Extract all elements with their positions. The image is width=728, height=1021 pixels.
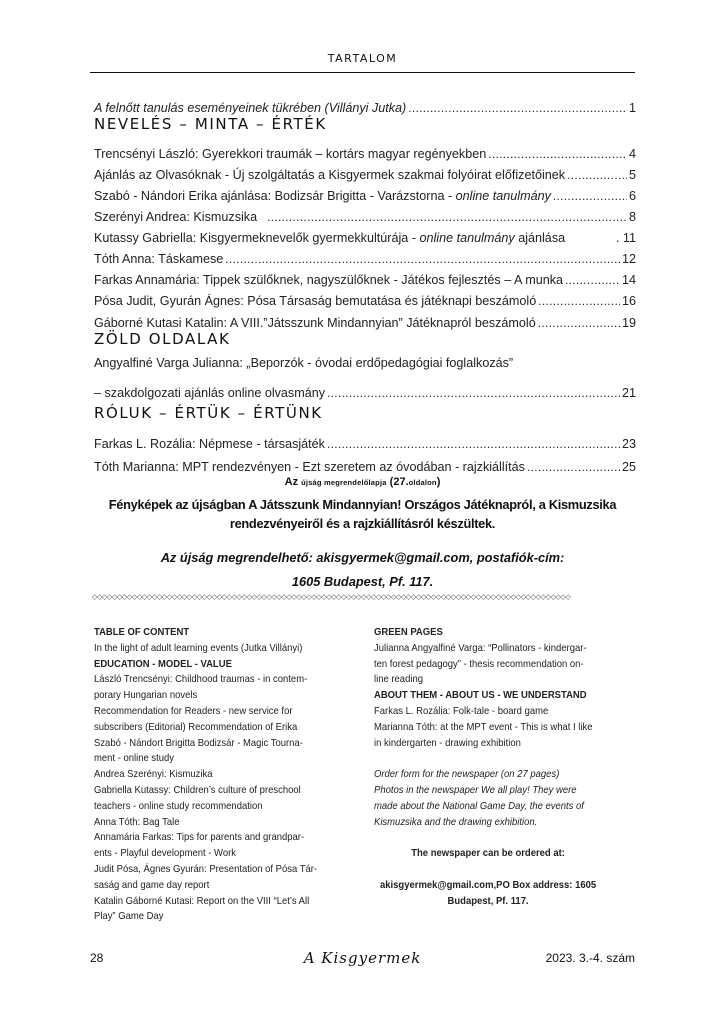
toc-entry-intro xyxy=(94,93,636,115)
english-line: ten forest pedagogy” - thesis recommendation on- xyxy=(374,658,584,670)
english-line: Julianna Angyalfiné Varga: “Pollinators - kindergar- xyxy=(374,642,587,654)
toc-entry xyxy=(94,266,636,287)
footer-issue-number: 2023. 3.-4. szám xyxy=(545,951,635,965)
toc-page-number: 14 xyxy=(621,273,636,287)
toc-entry-text: Farkas L. Rozália: Népmese - társasjáték xyxy=(94,437,325,451)
toc-entry-text: Angyalfiné Varga Julianna: „Beporzók - óvodai erdőpedagógiai foglalkozás” xyxy=(94,356,514,370)
english-order-line: Budapest, Pf. 117. xyxy=(447,895,529,907)
toc-page-number: 6 xyxy=(628,189,636,203)
english-order-heading: The newspaper can be ordered at: xyxy=(411,848,565,860)
toc-page-number: . 11 xyxy=(615,231,636,245)
toc-entry-text: Szerényi Andrea: Kismuzsika xyxy=(94,210,258,224)
toc-page-number: 8 xyxy=(628,210,636,224)
page-footer xyxy=(90,949,635,969)
table-of-contents xyxy=(94,93,636,474)
toc-entry xyxy=(94,203,636,224)
header-rule xyxy=(90,72,635,73)
english-line: Recommendation for Readers - new service for xyxy=(94,705,293,717)
page-header-title: TARTALOM xyxy=(327,52,398,65)
toc-leader xyxy=(267,210,627,224)
english-contents-left-column xyxy=(94,625,322,925)
english-line: Farkas L. Rozália: Folk-tale - board game xyxy=(374,705,549,717)
english-heading: ABOUT THEM - ABOUT US - WE UNDERSTAND xyxy=(374,690,587,702)
toc-leader xyxy=(408,101,627,115)
toc-leader xyxy=(567,168,627,182)
english-line: Szabó - Nándort Brigitta Bodizsár - Magic Tourna- xyxy=(94,737,303,749)
toc-entry-text: Ajánlás az Olvasóknak - Új szolgáltatás a Kisgyermek szakmai folyóirat előfizetőinek xyxy=(94,168,566,182)
toc-page-number: 4 xyxy=(628,147,636,161)
toc-leader xyxy=(327,437,620,451)
english-line: Andrea Szerényi: Kismuzika xyxy=(94,769,213,781)
english-contents-right-column xyxy=(374,625,602,909)
order-form-title: Az újság megrendelőlapja (27.oldalon) xyxy=(284,476,441,488)
english-line: ents - Playful development - Work xyxy=(94,848,236,860)
english-line: László Trencsényi: Childhood traumas - in contem- xyxy=(94,674,308,686)
toc-entry xyxy=(94,245,636,266)
toc-page-number: 21 xyxy=(621,386,636,400)
english-line: line reading xyxy=(374,674,423,686)
toc-entry xyxy=(94,224,636,245)
order-contact-line: Az újság megrendelhető: akisgyermek@gmail.com, postafiók-cím: xyxy=(160,550,565,565)
toc-leader xyxy=(527,460,620,474)
toc-entry xyxy=(94,140,636,161)
toc-leader xyxy=(488,147,627,161)
toc-entry xyxy=(94,428,636,451)
section-heading-neveles: NEVELÉS – MINTA – ÉRTÉK xyxy=(94,115,327,133)
toc-entry xyxy=(94,161,636,182)
order-contact xyxy=(90,546,635,594)
toc-leader xyxy=(225,252,620,266)
english-line: Order form for the newspaper (on 27 pages) xyxy=(374,769,560,781)
toc-page-number: 1 xyxy=(628,101,636,115)
diamond-separator: ◇◇◇◇◇◇◇◇◇◇◇◇◇◇◇◇◇◇◇◇◇◇◇◇◇◇◇◇◇◇◇◇◇◇◇◇◇◇◇◇◇◇◇◇◇◇◇◇◇◇◇◇◇◇◇◇◇◇◇◇◇◇◇◇◇◇◇◇◇◇◇◇◇◇◇◇◇◇◇◇◇◇◇◇◇◇◇◇◇◇◇◇◇◇◇◇ xyxy=(92,594,571,601)
toc-entry-text: Pósa Judit, Gyurán Ágnes: Pósa Társaság bemutatása és játéknapi beszámoló xyxy=(94,294,537,308)
toc-entry-text: Kutassy Gabriella: Kisgyermeknevelők gyermekkultúrája - online tanulmány ajánlása xyxy=(94,231,566,245)
toc-entry-text: Farkas Annamária: Tippek szülőknek, nagyszülőknek - Játékos fejlesztés – A munka xyxy=(94,273,564,287)
english-heading: GREEN PAGES xyxy=(374,627,443,638)
toc-entry-text: Gáborné Kutasi Katalin: A VIII.”Játsszunk Mindannyian” Játéknapról beszámoló xyxy=(94,316,536,330)
english-line: made about the National Game Day, the events of xyxy=(374,800,584,812)
english-line: Kismuzsika and the drawing exhibition. xyxy=(374,816,538,828)
toc-page-number: 25 xyxy=(621,460,636,474)
toc-page-number: 12 xyxy=(621,252,636,266)
toc-entry xyxy=(94,376,636,400)
english-line: Gabriella Kutassy: Children’s culture of preschool xyxy=(94,784,301,796)
footer-magazine-title: A Kisgyermek xyxy=(303,949,422,967)
english-heading: TABLE OF CONTENT xyxy=(94,627,190,638)
toc-leader xyxy=(538,316,620,330)
toc-entry xyxy=(94,451,636,474)
english-line: ment - online study xyxy=(94,753,175,765)
english-line: Anna Tóth: Bag Tale xyxy=(94,816,180,828)
order-address-line: 1605 Budapest, Pf. 117. xyxy=(291,574,434,589)
english-line: Annamária Farkas: Tips for parents and grandpar- xyxy=(94,832,305,844)
toc-page-number: 19 xyxy=(621,316,636,330)
toc-page-number: 16 xyxy=(621,294,636,308)
toc-entry xyxy=(94,308,636,330)
english-line: Judit Pósa, Ágnes Gyurán: Presentation of Pósa Tár- xyxy=(94,863,318,875)
english-line: Play” Game Day xyxy=(94,911,164,923)
english-line: teachers - online study recommendation xyxy=(94,800,263,812)
toc-entry-text: A felnőtt tanulás eseményeinek tükrében (Villányi Jutka) xyxy=(94,101,407,115)
section-heading-roluk: RÓLUK – ÉRTÜK – ÉRTÜNK xyxy=(94,404,323,422)
english-line: subscribers (Editorial) Recommendation of Erika xyxy=(94,721,298,733)
english-line: saság and game day report xyxy=(94,879,210,891)
toc-leader xyxy=(565,273,620,287)
english-order-line: akisgyermek@gmail.com,PO Box address: 1605 xyxy=(379,879,597,891)
photos-notice: Fényképek az újságban A Játsszunk Mindannyian! Országos Játéknapról, a Kismuzsika rendezvényeiről és a rajzkiállításról készültek. xyxy=(108,497,617,531)
english-line: porary Hungarian novels xyxy=(94,690,198,702)
toc-entry-text: – szakdolgozati ajánlás online olvasmány xyxy=(94,386,326,400)
english-line: in kindergarten - drawing exhibition xyxy=(374,737,521,749)
english-line: Katalin Gáborné Kutasi: Report on the VIII “Let’s All xyxy=(94,895,310,907)
toc-entry xyxy=(94,287,636,308)
english-line: In the light of adult learning events (Jutka Villányi) xyxy=(94,642,303,654)
toc-entry-text: Tóth Anna: Táskamese xyxy=(94,252,224,266)
toc-page-number: 5 xyxy=(628,168,636,182)
english-heading: EDUCATION - MODEL - VALUE xyxy=(94,658,232,670)
section-heading-zold-oldalak: ZÖLD OLDALAK xyxy=(94,330,231,348)
toc-page-number: 23 xyxy=(621,437,636,451)
toc-entry-text: Szabó - Nándori Erika ajánlása: Bodizsár Brigitta - Varázstorna - online tanulmány xyxy=(94,189,551,203)
toc-leader xyxy=(538,294,620,308)
toc-entry-text: Tóth Marianna: MPT rendezvényen - Ezt szeretem az óvodában - rajzkiállítás xyxy=(94,460,525,474)
toc-leader xyxy=(327,386,620,400)
english-line: Marianna Tóth: at the MPT event - This is what I like xyxy=(374,721,593,733)
toc-entry xyxy=(94,182,636,203)
footer-page-number: 28 xyxy=(90,951,104,965)
english-line: Photos in the newspaper We all play! They were xyxy=(374,784,577,796)
toc-leader xyxy=(553,189,627,203)
toc-entry-text: Trencsényi László: Gyerekkori traumák – kortárs magyar regényekben xyxy=(94,147,487,161)
